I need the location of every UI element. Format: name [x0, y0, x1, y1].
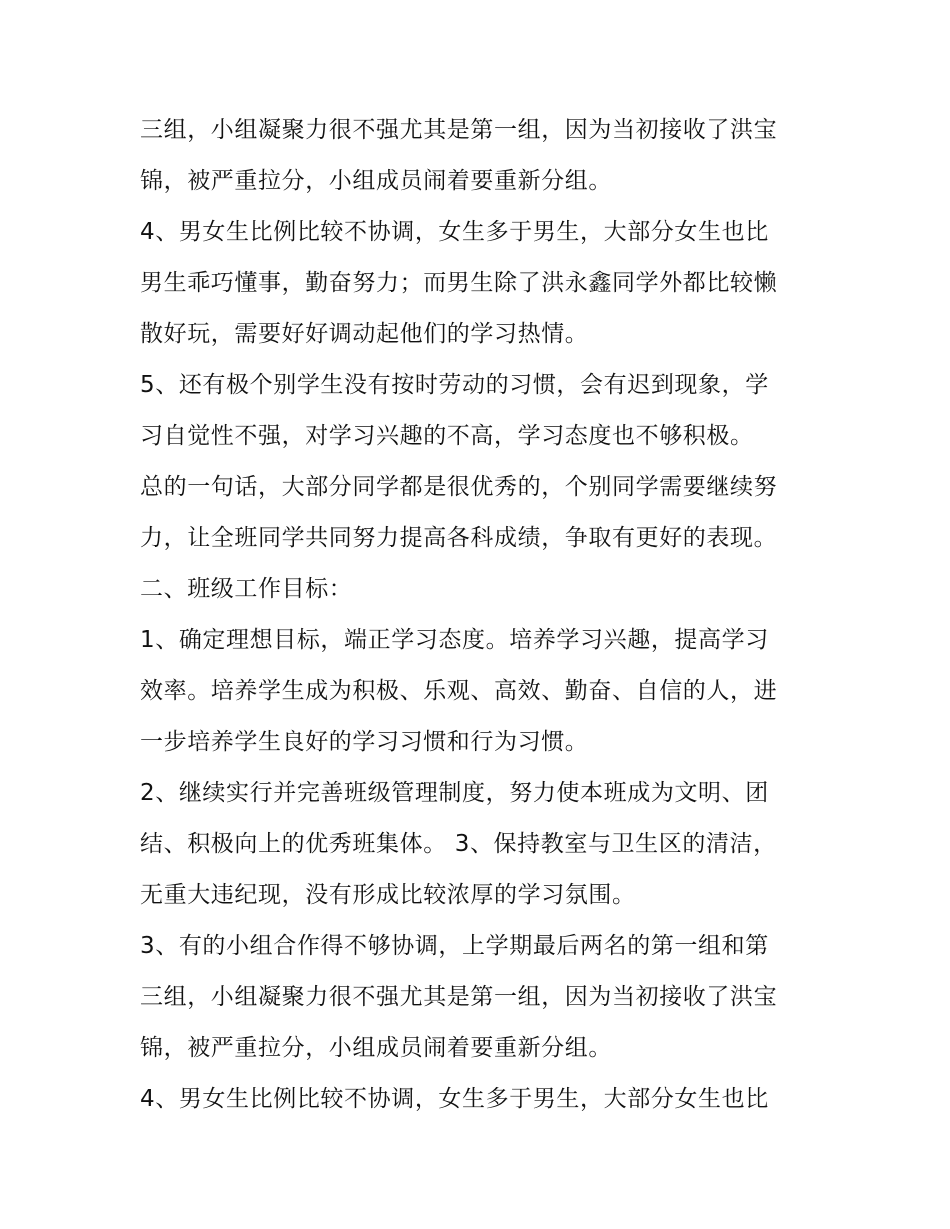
text-line: 三组，小组凝聚力很不强尤其是第一组，因为当初接收了洪宝 — [140, 984, 778, 1010]
text-line: 散好玩，需要好好调动起他们的学习热情。 — [140, 321, 589, 347]
text-line: 锦，被严重拉分，小组成员闹着要重新分组。 — [140, 168, 612, 194]
section-heading: 二、班级工作目标： — [140, 576, 353, 602]
text-line: 男生乖巧懂事，勤奋努力；而男生除了洪永鑫同学外都比较懒 — [140, 270, 778, 296]
text-line: 3、有的小组合作得不够协调，上学期最后两名的第一组和第 — [140, 933, 769, 959]
body-text — [140, 105, 830, 1125]
text-line: 无重大违纪现，没有形成比较浓厚的学习氛围。 — [140, 882, 636, 908]
text-line: 5、还有极个别学生没有按时劳动的习惯，会有迟到现象，学 — [140, 372, 769, 398]
text-line: 结、积极向上的优秀班集体。 3、保持教室与卫生区的清洁， — [140, 831, 777, 857]
text-line: 一步培养学生良好的学习习惯和行为习惯。 — [140, 729, 589, 755]
text-line: 总的一句话，大部分同学都是很优秀的，个别同学需要继续努 — [140, 474, 778, 500]
text-line: 4、男女生比例比较不协调，女生多于男生，大部分女生也比 — [140, 1086, 769, 1112]
text-line: 2、继续实行并完善班级管理制度，努力使本班成为文明、团 — [140, 780, 769, 806]
text-line: 三组，小组凝聚力很不强尤其是第一组，因为当初接收了洪宝 — [140, 117, 778, 143]
text-line: 习自觉性不强，对学习兴趣的不高，学习态度也不够积极。 — [140, 423, 754, 449]
text-line: 锦，被严重拉分，小组成员闹着要重新分组。 — [140, 1035, 612, 1061]
text-line: 力，让全班同学共同努力提高各科成绩，争取有更好的表现。 — [140, 525, 778, 551]
text-line: 1、确定理想目标，端正学习态度。培养学习兴趣，提高学习 — [140, 627, 769, 653]
text-line: 4、男女生比例比较不协调，女生多于男生，大部分女生也比 — [140, 219, 769, 245]
text-line: 效率。培养学生成为积极、乐观、高效、勤奋、自信的人，进 — [140, 678, 778, 704]
